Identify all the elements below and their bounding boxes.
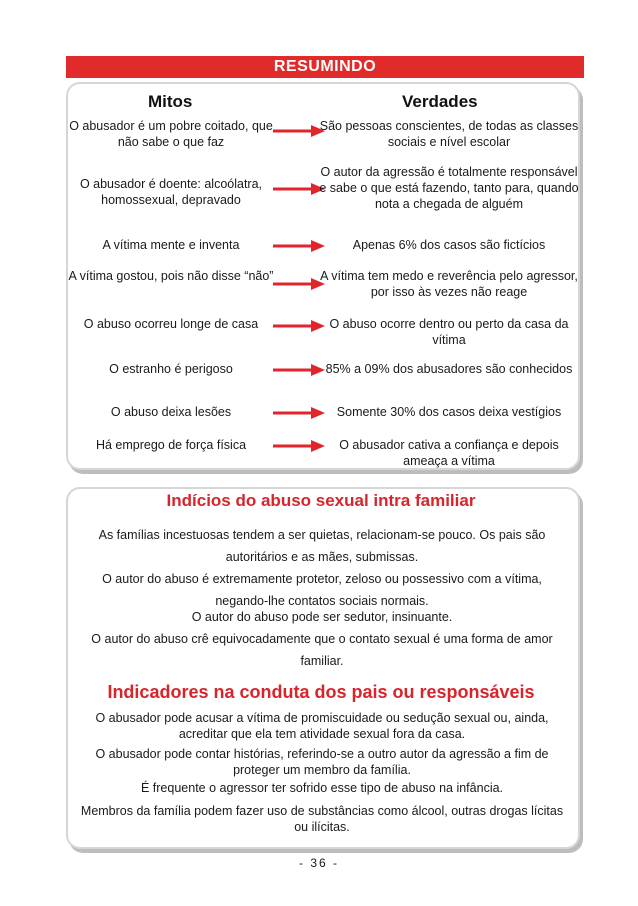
myth-text: O abusador é doente: alcoólatra, homossexual, depravado bbox=[79, 177, 263, 207]
indicios-title: Indícios do abuso sexual intra familiar bbox=[166, 491, 476, 510]
truth-text: O abusador cativa a confiança e depois ameaça a vítima bbox=[339, 438, 559, 468]
summary-banner: RESUMINDO bbox=[66, 56, 584, 78]
myth-text: O abuso deixa lesões bbox=[110, 405, 232, 419]
indicadores-paragraph: Membros da família podem fazer uso de substâncias como álcool, outras drogas lícitas ou ilícitas. bbox=[80, 804, 564, 834]
indicadores-paragraph: É frequente o agressor ter sofrido esse tipo de abuso na infância. bbox=[140, 781, 504, 795]
indicios-paragraph: O autor do abuso pode ser sedutor, insinuante. bbox=[191, 610, 453, 624]
indicios-paragraph: As famílias incestuosas tendem a ser quietas, relacionam-se pouco. Os pais são autoritários e as mães, submissas. bbox=[98, 528, 546, 564]
truth-text: Apenas 6% dos casos são fictícios bbox=[352, 238, 546, 252]
myth-text: O abuso ocorreu longe de casa bbox=[83, 317, 259, 331]
myth-text: Há emprego de força física bbox=[95, 438, 247, 452]
indicios-paragraph: O autor do abuso é extremamente protetor, zeloso ou possessivo com a vítima, negando-lhe contatos sociais normais. bbox=[102, 572, 542, 608]
myths-header: Mitos bbox=[148, 92, 193, 111]
truth-text: A vítima tem medo e reverência pelo agressor, por isso às vezes não reage bbox=[320, 269, 578, 299]
truths-header: Verdades bbox=[402, 92, 478, 111]
truth-text: O autor da agressão é totalmente responsável e sabe o que está fazendo, tanto para, quando nota a chegada de alguém bbox=[319, 165, 579, 211]
indicadores-title: Indicadores na conduta dos pais ou responsáveis bbox=[107, 682, 535, 702]
indicadores-paragraph: O abusador pode acusar a vítima de promiscuidade ou sedução sexual ou, ainda, acreditar que ela tem atividade sexual fora da casa. bbox=[95, 711, 549, 741]
truth-text: São pessoas conscientes, de todas as classes sociais e nível escolar bbox=[319, 119, 579, 149]
myth-text: O estranho é perigoso bbox=[109, 362, 233, 376]
indicios-paragraph: O autor do abuso crê equivocadamente que o contato sexual é uma forma de amor familiar. bbox=[91, 632, 553, 668]
truth-text: 85% a 09% dos abusadores são conhecidos bbox=[325, 362, 573, 376]
page-number: - 36 - bbox=[298, 856, 339, 870]
indicadores-paragraph: O abusador pode contar histórias, referindo-se a outro autor da agressão a fim de proteger um membro da família. bbox=[95, 747, 549, 777]
myth-text: O abusador é um pobre coitado, que não sabe o que faz bbox=[69, 119, 273, 149]
myth-text: A vítima mente e inventa bbox=[102, 238, 240, 252]
truth-text: O abuso ocorre dentro ou perto da casa da vítima bbox=[329, 317, 569, 347]
myth-text: A vítima gostou, pois não disse “não” bbox=[68, 269, 274, 283]
truth-text: Somente 30% dos casos deixa vestígios bbox=[336, 405, 562, 419]
